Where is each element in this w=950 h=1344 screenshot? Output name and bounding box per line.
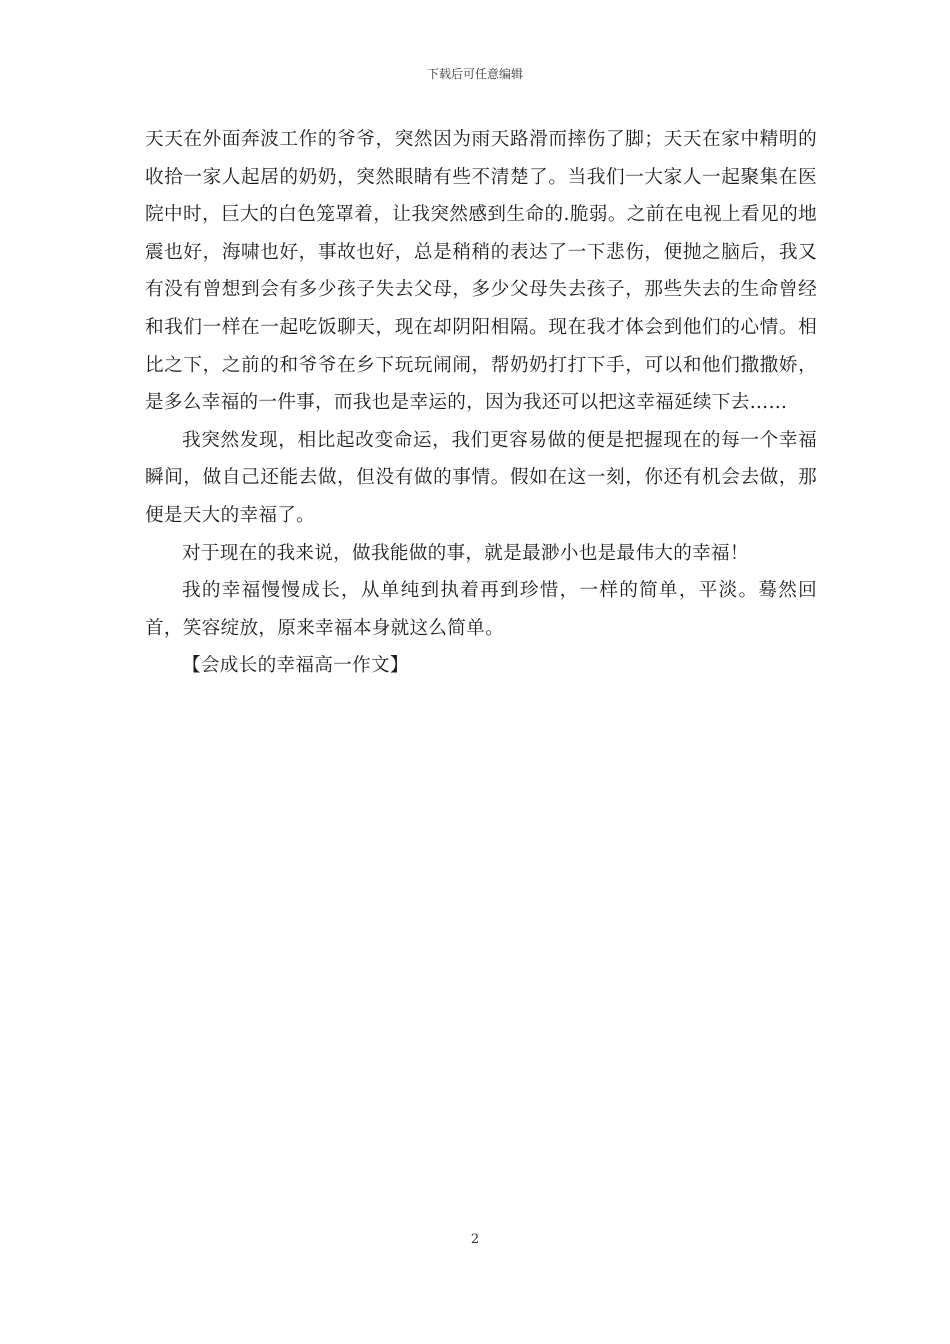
paragraph-2: 我突然发现，相比起改变命运，我们更容易做的便是把握现在的每一个幸福瞬间，做自己还能去做，但没有做的事情。假如在这一刻，你还有机会去做，那便是天大的幸福了。 xyxy=(145,429,817,526)
document-title-note: 【会成长的幸福高一作文】 xyxy=(182,655,409,677)
document-body xyxy=(145,121,817,685)
paragraph-1: 天天在外面奔波工作的爷爷，突然因为雨天路滑而摔伤了脚；天天在家中精明的收拾一家人起居的奶奶，突然眼睛有些不清楚了。当我们一大家人一起聚集在医院中时，巨大的白色笼罩着，让我突然感到生命的.脆弱。之前在电视上看见的地震也好，海啸也好，事故也好，总是稍稍的表达了一下悲伤，便抛之脑后，我又有没有曾想到会有多少孩子失去父母，多少父母失去孩子，那些失去的生命曾经和我们一样在一起吃饭聊天，现在却阴阳相隔。现在我才体会到他们的心情。相比之下，之前的和爷爷在乡下玩玩闹闹，帮奶奶打打下手，可以和他们撒撒娇，是多么幸福的一件事，而我也是幸运的，因为我还可以把这幸福延续下去…… xyxy=(145,129,817,414)
paragraph-3: 对于现在的我来说，做我能做的事，就是最渺小也是最伟大的幸福！ xyxy=(182,542,749,564)
paragraph-4: 我的幸福慢慢成长，从单纯到执着再到珍惜，一样的简单，平淡。蓦然回首，笑容绽放，原来幸福本身就这么简单。 xyxy=(145,580,817,639)
page-header: 下载后可任意编辑 xyxy=(426,67,523,81)
page-number: 2 xyxy=(470,1232,480,1247)
